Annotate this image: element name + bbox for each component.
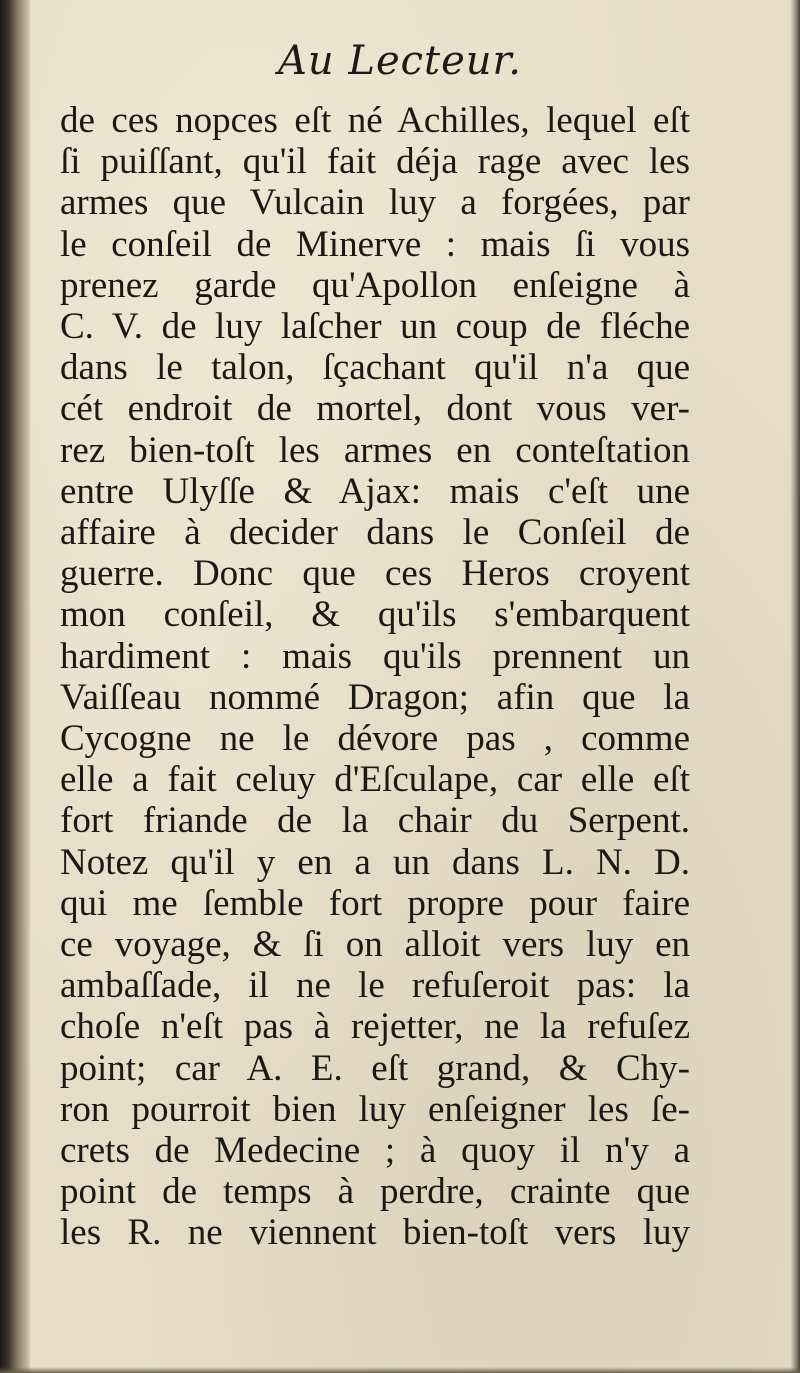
text-line: de ces nopces eſt né Achilles, lequel eſt: [60, 100, 690, 141]
text-line: Vaiſſeau nommé Dragon; afin que la: [60, 676, 690, 718]
text-line: fort friande de la chair du Serpent.: [60, 800, 690, 842]
text-line: ambaſſade, il ne le refuſeroit pas: la: [60, 965, 690, 1007]
page-edge-right: [790, 0, 800, 1373]
body-text: [60, 100, 690, 1254]
text-line: Notez qu'il y en a un dans L. N. D.: [60, 841, 690, 883]
text-line: mon conſeil, & qu'ils s'embarquent: [60, 594, 690, 636]
text-line: guerre. Donc que ces Heros croyent: [60, 553, 690, 595]
text-line: point; car A. E. eſt grand, & Chy-: [60, 1047, 690, 1089]
text-line: elle a fait celuy d'Eſculape, car elle eſt: [60, 759, 690, 801]
running-head: Au Lecteur.: [278, 38, 522, 84]
text-line: qui me ſemble fort propre pour faire: [60, 882, 690, 924]
text-line: prenez garde qu'Apollon enſeigne à: [60, 264, 690, 306]
text-line: ſi puiſſant, qu'il fait déja rage avec les: [60, 141, 690, 183]
text-line: ce voyage, & ſi on alloit vers luy en: [60, 924, 690, 966]
text-line: crets de Medecine ; à quoy il n'y a: [60, 1130, 690, 1172]
page-edge-bottom: [0, 1367, 800, 1373]
text-line: le conſeil de Minerve : mais ſi vous: [60, 223, 690, 265]
text-line: ron pourroit bien luy enſeigner les ſe-: [60, 1088, 690, 1130]
text-line: C. V. de luy laſcher un coup de fléche: [60, 306, 690, 348]
text-line: armes que Vulcain luy a forgées, par: [60, 182, 690, 224]
text-line: rez bien-toſt les armes en conteſtation: [60, 429, 690, 471]
text-line: point de temps à perdre, crainte que: [60, 1171, 690, 1213]
binding-gutter: [0, 0, 30, 1373]
text-line: hardiment : mais qu'ils prennent un: [60, 635, 690, 677]
text-line: choſe n'eſt pas à rejetter, ne la refuſez: [60, 1006, 690, 1048]
text-line: Cycogne ne le dévore pas , comme: [60, 718, 690, 760]
text-line: dans le talon, ſçachant qu'il n'a que: [60, 347, 690, 389]
text-line: les R. ne viennent bien-toſt vers luy: [60, 1212, 690, 1254]
text-line: affaire à decider dans le Conſeil de: [60, 512, 690, 554]
text-line: cét endroit de mortel, dont vous ver-: [60, 388, 690, 430]
text-line: entre Ulyſſe & Ajax: mais c'eſt une: [60, 470, 690, 512]
